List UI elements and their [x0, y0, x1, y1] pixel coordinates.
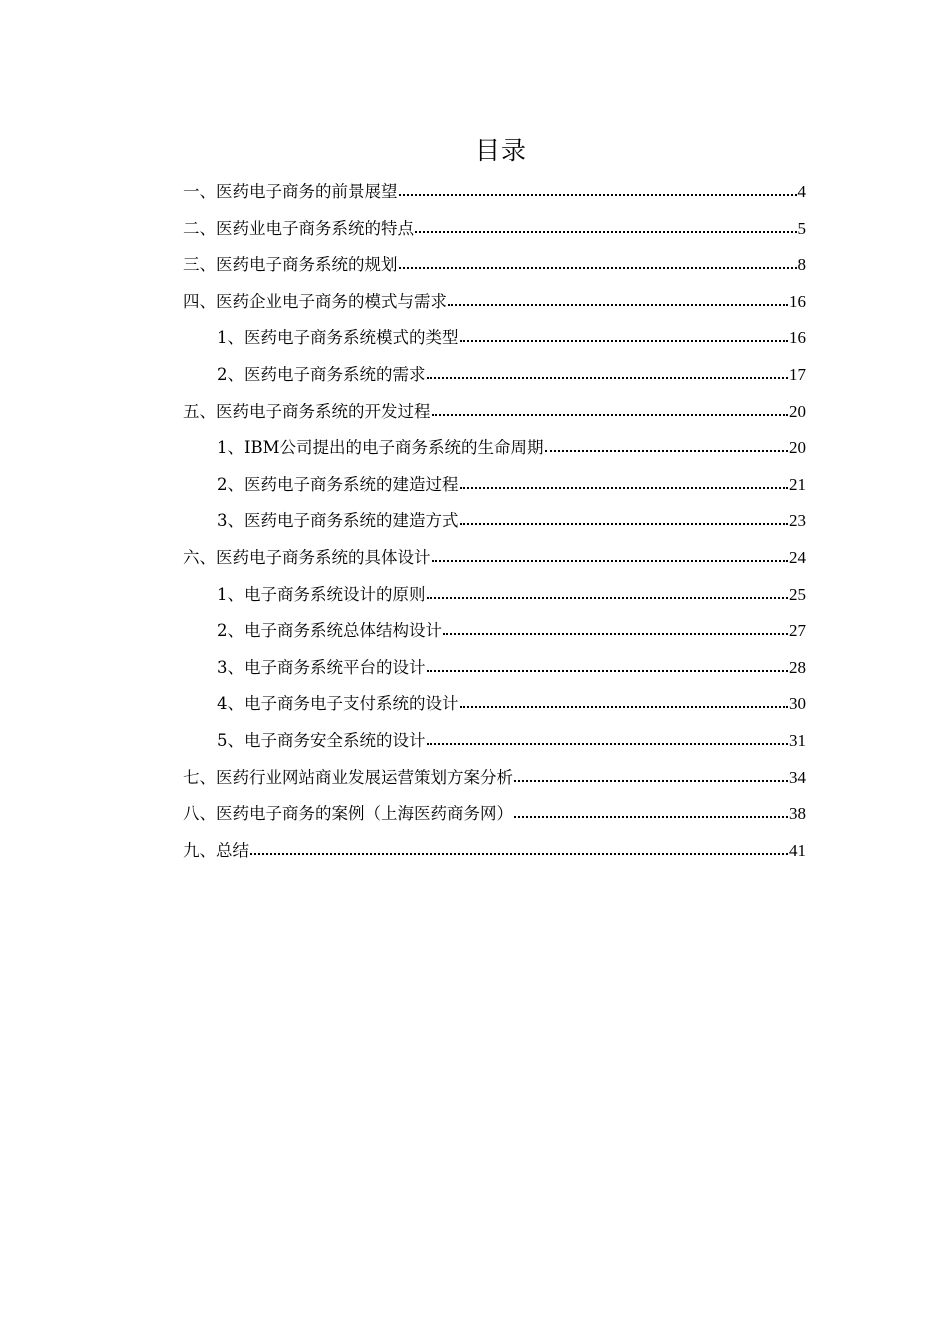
toc-entry-text: 三、医药电子商务系统的规划 — [183, 255, 398, 275]
toc-subentry[interactable] — [183, 653, 806, 690]
toc-entry-text: 2、电子商务系统总体结构设计 — [217, 621, 442, 641]
toc-page-number: 4 — [797, 182, 806, 201]
toc-page-number: 41 — [789, 840, 806, 860]
toc-subentry[interactable] — [183, 580, 806, 617]
toc-entry-text: 六、医药电子商务系统的具体设计 — [183, 547, 431, 567]
toc-leader-dots — [514, 805, 788, 819]
toc-page-number: 16 — [789, 328, 806, 348]
toc-leader-dots — [250, 842, 788, 856]
toc-subentry[interactable] — [183, 470, 806, 507]
toc-entry-text: 七、医药行业网站商业发展运营策划方案分析 — [183, 767, 513, 787]
toc-leader-dots — [427, 586, 789, 600]
toc-leader-dots — [399, 256, 797, 270]
toc-leader-dots — [514, 769, 788, 783]
toc-entry[interactable] — [183, 763, 806, 800]
toc-entry[interactable] — [183, 287, 806, 324]
toc-page-number: 25 — [789, 584, 806, 604]
toc-page-number: 16 — [789, 291, 806, 311]
toc-page-number: 28 — [789, 657, 806, 677]
toc-page-number: 27 — [789, 621, 806, 641]
toc-leader-dots — [448, 293, 788, 307]
toc-page-number: 30 — [789, 694, 806, 714]
toc-entry-text: 二、医药业电子商务系统的特点 — [183, 218, 414, 238]
toc-subentry[interactable] — [183, 360, 806, 397]
toc-leader-dots — [432, 403, 789, 417]
toc-subentry[interactable] — [183, 506, 806, 543]
toc-leader-dots — [460, 476, 789, 490]
toc-leader-dots — [432, 549, 789, 563]
toc-page-number: 8 — [797, 255, 806, 275]
toc-page-number: 17 — [789, 364, 806, 384]
toc-leader-dots — [427, 366, 789, 380]
toc-page-number: 5 — [797, 218, 806, 238]
toc-subentry[interactable] — [183, 433, 806, 470]
toc-entry[interactable] — [183, 177, 806, 214]
toc-entry-text: 4、电子商务电子支付系统的设计 — [217, 694, 459, 714]
toc-entry[interactable] — [183, 397, 806, 434]
toc-page-number: 24 — [789, 547, 806, 567]
toc-entry[interactable] — [183, 836, 806, 873]
toc-page-number: 20 — [789, 438, 806, 458]
toc-entry-text: 3、电子商务系统平台的设计 — [217, 657, 426, 677]
toc-title: 目录 — [474, 136, 527, 165]
toc-leader-dots — [460, 695, 789, 709]
toc-page-number: 23 — [789, 511, 806, 531]
toc-subentry[interactable] — [183, 726, 806, 763]
toc-leader-dots — [427, 659, 789, 673]
toc-entry-text: 一、医药电子商务的前景展望 — [183, 182, 398, 201]
toc-entry-text: 1、医药电子商务系统模式的类型 — [217, 328, 459, 348]
toc-leader-dots — [460, 329, 789, 343]
toc-entry-text: 2、医药电子商务系统的需求 — [217, 364, 426, 384]
toc-entry-text: 九、总结 — [183, 840, 249, 860]
toc-entry-text: 2、医药电子商务系统的建造过程 — [217, 474, 459, 494]
toc-entry[interactable] — [183, 799, 806, 836]
toc-entry-text: 1、电子商务系统设计的原则 — [217, 584, 426, 604]
toc-entry-text: 四、医药企业电子商务的模式与需求 — [183, 291, 447, 311]
toc-entry-text: 1、IBM公司提出的电子商务系统的生命周期 — [217, 438, 544, 458]
toc-entry[interactable] — [183, 543, 806, 580]
toc-leader-dots — [443, 622, 788, 636]
toc-subentry[interactable] — [183, 323, 806, 360]
toc-page-number: 31 — [789, 730, 806, 750]
toc-subentry[interactable] — [183, 616, 806, 653]
toc-leader-dots — [399, 183, 797, 197]
toc-entry[interactable] — [183, 250, 806, 287]
toc-entry-text: 八、医药电子商务的案例（上海医药商务网） — [183, 804, 513, 824]
toc-page-number: 38 — [789, 804, 806, 824]
toc-entry[interactable] — [183, 214, 806, 251]
toc-subentry[interactable] — [183, 689, 806, 726]
toc-leader-dots — [415, 220, 797, 234]
toc-leader-dots — [427, 732, 789, 746]
toc-entry-text: 5、电子商务安全系统的设计 — [217, 730, 426, 750]
toc-entry-text: 3、医药电子商务系统的建造方式 — [217, 511, 459, 531]
toc-leader-dots — [460, 512, 789, 526]
toc-page-number: 21 — [789, 474, 806, 494]
toc-entry-text: 五、医药电子商务系统的开发过程 — [183, 401, 431, 421]
toc-list — [183, 177, 806, 872]
toc-page-number: 34 — [789, 767, 806, 787]
toc-leader-dots — [545, 439, 788, 453]
toc-page-number: 20 — [789, 401, 806, 421]
